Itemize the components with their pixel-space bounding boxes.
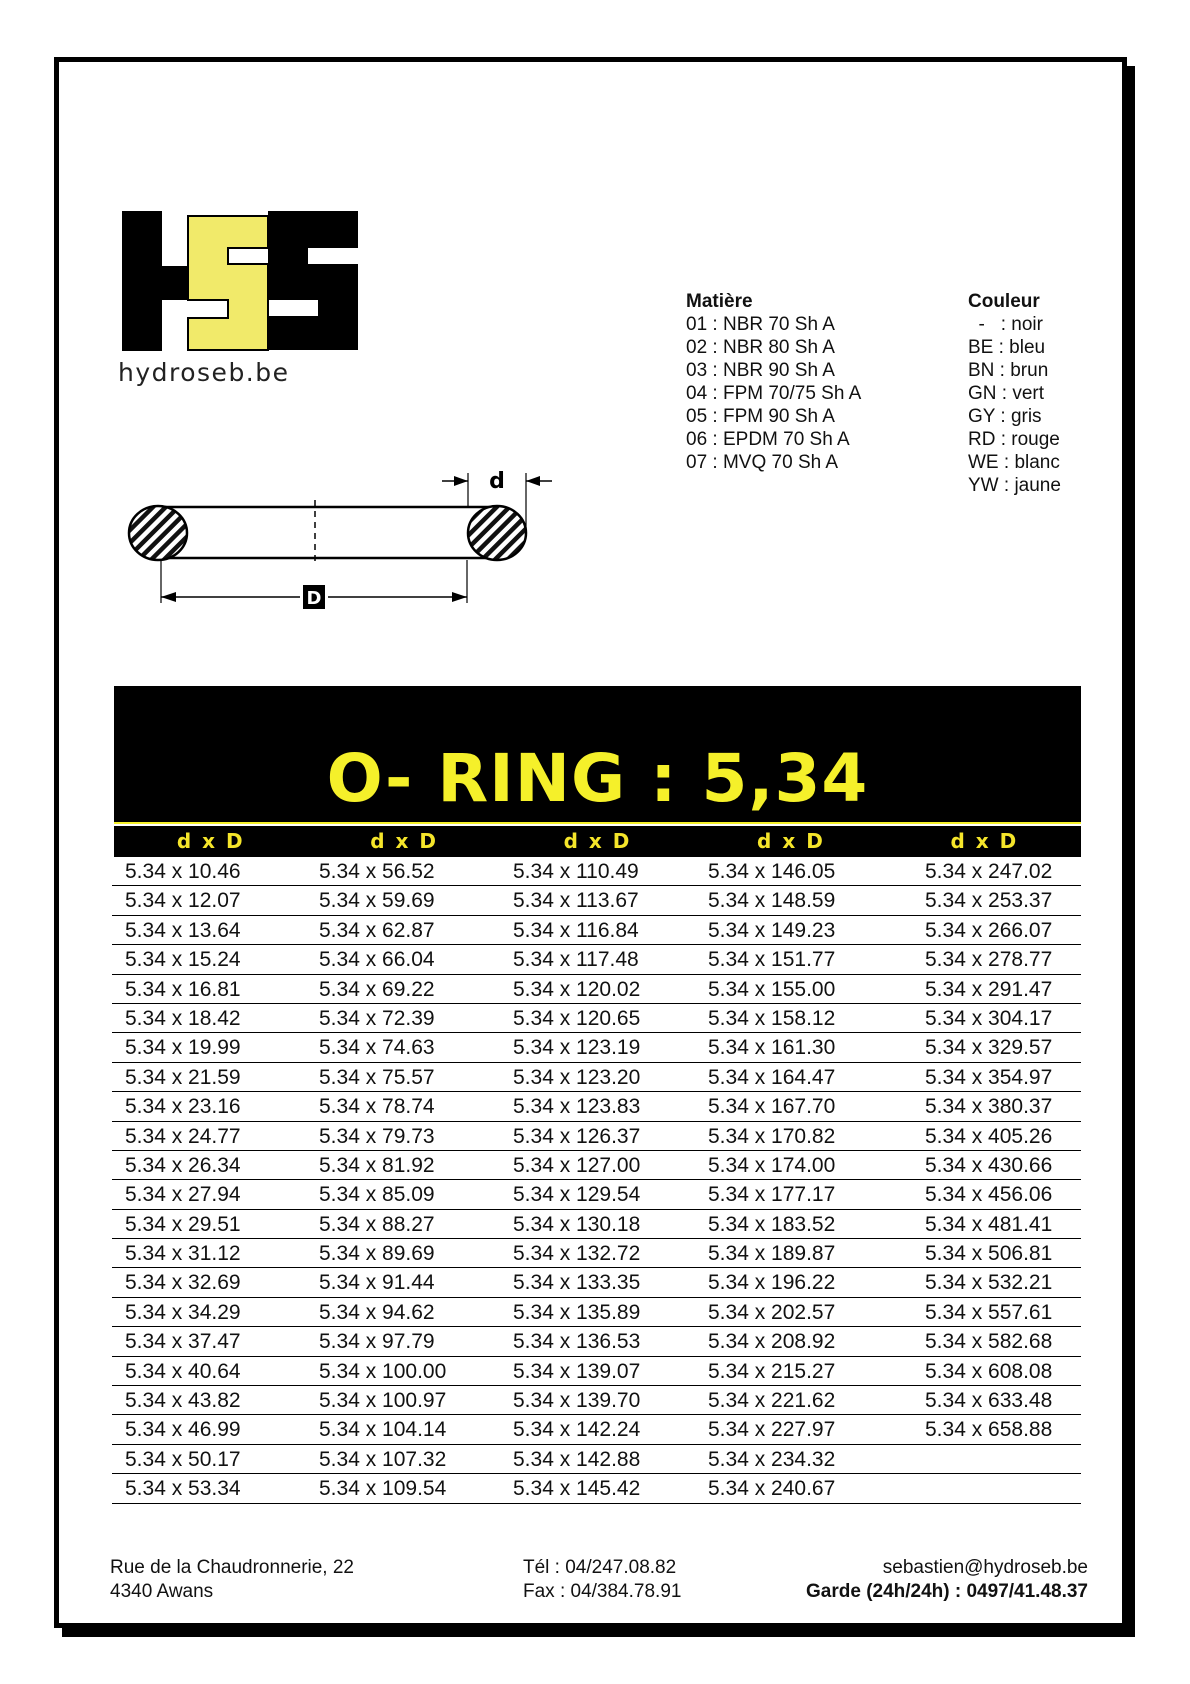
table-cell: 5.34 x 174.00	[708, 1153, 836, 1177]
table-cell: 5.34 x 164.47	[708, 1065, 836, 1089]
table-cell: 5.34 x 23.16	[125, 1095, 241, 1119]
table-cell: 5.34 x 100.00	[319, 1359, 447, 1383]
table-cell: 5.34 x 167.70	[708, 1095, 836, 1119]
table-cell: 5.34 x 94.62	[319, 1300, 435, 1324]
table-cell: 5.34 x 110.49	[513, 860, 639, 883]
matiere-item: 06 : EPDM 70 Sh A	[686, 429, 850, 450]
table-cell: 5.34 x 155.00	[708, 977, 836, 1001]
table-cell: 5.34 x 31.12	[125, 1242, 241, 1266]
table-cell: 5.34 x 189.87	[708, 1242, 836, 1266]
table-cell: 5.34 x 139.07	[513, 1359, 641, 1383]
table-cell: 5.34 x 120.02	[513, 977, 641, 1001]
table-cell: 5.34 x 142.24	[513, 1418, 641, 1442]
table-cell: 5.34 x 120.65	[513, 1006, 641, 1030]
table-cell: 5.34 x 91.44	[319, 1271, 435, 1295]
table-cell: 5.34 x 26.34	[125, 1153, 241, 1177]
matiere-item: 05 : FPM 90 Sh A	[686, 406, 835, 427]
couleur-item: GY : gris	[968, 406, 1042, 427]
table-cell: 5.34 x 21.59	[125, 1065, 241, 1089]
table-cell: 5.34 x 145.42	[513, 1477, 641, 1501]
table-cell: 5.34 x 329.57	[925, 1036, 1053, 1060]
table-cell: 5.34 x 227.97	[708, 1418, 836, 1442]
banner-rule	[114, 822, 1081, 824]
table-cell: 5.34 x 234.32	[708, 1447, 836, 1471]
table-cell: 5.34 x 81.92	[319, 1153, 435, 1177]
table-cell: 5.34 x 177.17	[708, 1183, 836, 1207]
table-row	[112, 1357, 1081, 1386]
table-row	[112, 945, 1081, 974]
matiere-item: 02 : NBR 80 Sh A	[686, 337, 835, 358]
table-row	[112, 1239, 1081, 1268]
table-cell: 5.34 x 79.73	[319, 1124, 435, 1148]
table-cell: 5.34 x 208.92	[708, 1330, 836, 1354]
table-cell: 5.34 x 278.77	[925, 948, 1053, 972]
table-cell: 5.34 x 10.46	[125, 860, 241, 883]
table-cell: 5.34 x 104.14	[319, 1418, 447, 1442]
couleur-item: WE : blanc	[968, 452, 1060, 473]
table-cell	[913, 1474, 1081, 1502]
table-body	[112, 857, 1081, 1504]
table-row	[112, 1474, 1081, 1503]
table-cell: 5.34 x 37.47	[125, 1330, 241, 1354]
table-cell: 5.34 x 66.04	[319, 948, 435, 972]
table-row	[112, 1122, 1081, 1151]
column-header: d x D	[563, 829, 632, 853]
table-cell: 5.34 x 69.22	[319, 977, 435, 1001]
table-cell: 5.34 x 430.66	[925, 1153, 1053, 1177]
table-cell: 5.34 x 53.34	[125, 1477, 241, 1501]
column-header: d x D	[950, 829, 1019, 853]
table-row	[112, 1180, 1081, 1209]
table-row	[112, 1092, 1081, 1121]
table-cell: 5.34 x 85.09	[319, 1183, 435, 1207]
matiere-item: 03 : NBR 90 Sh A	[686, 360, 835, 381]
table-cell: 5.34 x 100.97	[319, 1389, 447, 1413]
table-cell: 5.34 x 109.54	[319, 1477, 447, 1501]
address-line2: 4340 Awans	[110, 1581, 214, 1602]
couleur-item: BE : bleu	[968, 337, 1046, 358]
table-row	[112, 1415, 1081, 1444]
table-cell: 5.34 x 34.29	[125, 1300, 241, 1324]
table-cell: 5.34 x 19.99	[125, 1036, 241, 1060]
table-cell: 5.34 x 89.69	[319, 1242, 435, 1266]
table-cell: 5.34 x 151.77	[708, 948, 836, 972]
table-row	[112, 1298, 1081, 1327]
table-cell: 5.34 x 97.79	[319, 1330, 435, 1354]
table-cell: 5.34 x 18.42	[125, 1006, 241, 1030]
table-cell: 5.34 x 354.97	[925, 1065, 1053, 1089]
matiere-title: Matière	[686, 291, 753, 312]
table-cell: 5.34 x 148.59	[708, 889, 836, 913]
table-cell: 5.34 x 253.37	[925, 889, 1053, 913]
table-cell: 5.34 x 12.07	[125, 889, 241, 913]
banner-title: O- RING : 5,34	[326, 740, 869, 817]
couleur-item: - : noir	[968, 314, 1043, 335]
table-cell: 5.34 x 27.94	[125, 1183, 241, 1207]
table-cell: 5.34 x 149.23	[708, 918, 836, 942]
footer-phone	[523, 1556, 681, 1604]
address-line1: Rue de la Chaudronnerie, 22	[110, 1557, 355, 1578]
table-cell: 5.34 x 481.41	[925, 1212, 1053, 1236]
table-cell: 5.34 x 40.64	[125, 1359, 241, 1383]
table-cell: 5.34 x 557.61	[925, 1300, 1053, 1324]
column-header: d x D	[176, 829, 245, 853]
table-cell: 5.34 x 133.35	[513, 1271, 641, 1295]
table-cell: 5.34 x 74.63	[319, 1036, 435, 1060]
table-cell: 5.34 x 658.88	[925, 1418, 1053, 1442]
table-cell: 5.34 x 16.81	[125, 977, 241, 1001]
table-cell: 5.34 x 136.53	[513, 1330, 641, 1354]
table-row	[112, 1063, 1081, 1092]
diagram-label-D: D	[306, 588, 322, 609]
table-cell: 5.34 x 43.82	[125, 1389, 241, 1413]
table-cell: 5.34 x 170.82	[708, 1124, 836, 1148]
table-cell: 5.34 x 46.99	[125, 1418, 241, 1442]
table-cell: 5.34 x 62.87	[319, 918, 435, 942]
table-cell: 5.34 x 123.20	[513, 1065, 641, 1089]
table-cell: 5.34 x 139.70	[513, 1389, 641, 1413]
table-cell: 5.34 x 582.68	[925, 1330, 1053, 1354]
table-row	[112, 975, 1081, 1004]
table-row	[112, 1033, 1081, 1062]
table-row	[112, 857, 1081, 886]
table-cell: 5.34 x 266.07	[925, 918, 1053, 942]
table-cell: 5.34 x 161.30	[708, 1036, 836, 1060]
diagram-label-d: d	[489, 469, 505, 494]
table-cell: 5.34 x 126.37	[513, 1124, 641, 1148]
couleur-title: Couleur	[968, 291, 1040, 312]
table-cell: 5.34 x 88.27	[319, 1212, 435, 1236]
table-cell: 5.34 x 59.69	[319, 889, 435, 913]
table-cell: 5.34 x 304.17	[925, 1006, 1053, 1030]
table-cell: 5.34 x 291.47	[925, 977, 1053, 1001]
table-cell: 5.34 x 132.72	[513, 1242, 641, 1266]
table-cell: 5.34 x 221.62	[708, 1389, 836, 1413]
column-header: d x D	[757, 829, 825, 853]
footer-address	[110, 1556, 354, 1604]
table-row	[112, 1151, 1081, 1180]
footer-contact	[806, 1556, 1088, 1604]
table-cell: 5.34 x 50.17	[125, 1447, 241, 1471]
table-cell: 5.34 x 240.67	[708, 1477, 836, 1501]
table-cell: 5.34 x 123.83	[513, 1095, 641, 1119]
table-cell: 5.34 x 113.67	[513, 889, 639, 913]
table-cell: 5.34 x 107.32	[319, 1447, 447, 1471]
column-header: d x D	[370, 829, 438, 853]
table-cell: 5.34 x 78.74	[319, 1095, 435, 1119]
table-cell: 5.34 x 135.89	[513, 1300, 641, 1324]
table-header	[114, 826, 1081, 857]
table-row	[112, 1210, 1081, 1239]
table-cell: 5.34 x 405.26	[925, 1124, 1053, 1148]
couleur-item: BN : brun	[968, 360, 1049, 381]
table-cell: 5.34 x 215.27	[708, 1359, 836, 1383]
o-ring-diagram	[100, 455, 560, 625]
table-row	[112, 1327, 1081, 1356]
table-cell: 5.34 x 202.57	[708, 1300, 836, 1324]
legend-couleur	[968, 290, 1061, 497]
garde-phone: Garde (24h/24h) : 0497/41.48.37	[806, 1581, 1088, 1602]
table-cell: 5.34 x 129.54	[513, 1183, 641, 1207]
hydroseb-logo	[118, 208, 363, 383]
table-cell: 5.34 x 142.88	[513, 1447, 641, 1471]
table-row	[112, 916, 1081, 945]
table-cell: 5.34 x 117.48	[513, 948, 639, 972]
table-cell: 5.34 x 32.69	[125, 1271, 241, 1295]
table-cell	[913, 1445, 1081, 1473]
table-cell: 5.34 x 15.24	[125, 948, 241, 972]
table-cell: 5.34 x 127.00	[513, 1153, 641, 1177]
couleur-item: YW : jaune	[968, 475, 1061, 496]
table-cell: 5.34 x 158.12	[708, 1006, 836, 1030]
table-cell: 5.34 x 247.02	[925, 860, 1053, 883]
table-cell: 5.34 x 146.05	[708, 860, 836, 883]
couleur-item: GN : vert	[968, 383, 1045, 404]
table-cell: 5.34 x 380.37	[925, 1095, 1053, 1119]
table-row	[112, 1386, 1081, 1415]
table-cell: 5.34 x 456.06	[925, 1183, 1053, 1207]
tel: Tél : 04/247.08.82	[523, 1557, 677, 1578]
matiere-item: 01 : NBR 70 Sh A	[686, 314, 835, 335]
table-cell: 5.34 x 29.51	[125, 1212, 241, 1236]
table-cell: 5.34 x 75.57	[319, 1065, 435, 1089]
table-cell: 5.34 x 116.84	[513, 918, 639, 942]
table-cell: 5.34 x 532.21	[925, 1271, 1053, 1295]
matiere-item: 04 : FPM 70/75 Sh A	[686, 383, 862, 404]
table-cell: 5.34 x 13.64	[125, 918, 241, 942]
email-link[interactable]: sebastien@hydroseb.be	[882, 1557, 1088, 1578]
couleur-item: RD : rouge	[968, 429, 1060, 450]
table-row	[112, 1004, 1081, 1033]
table-cell: 5.34 x 196.22	[708, 1271, 836, 1295]
table-cell: 5.34 x 123.19	[513, 1036, 641, 1060]
table-cell: 5.34 x 56.52	[319, 860, 435, 883]
matiere-item: 07 : MVQ 70 Sh A	[686, 452, 839, 473]
table-cell: 5.34 x 130.18	[513, 1212, 641, 1236]
legend-matiere	[686, 290, 861, 474]
table-cell: 5.34 x 608.08	[925, 1359, 1053, 1383]
table-row	[112, 886, 1081, 915]
table-cell: 5.34 x 633.48	[925, 1389, 1053, 1413]
fax: Fax : 04/384.78.91	[523, 1581, 682, 1602]
table-cell: 5.34 x 72.39	[319, 1006, 435, 1030]
title-banner	[114, 686, 1081, 824]
table-row	[112, 1445, 1081, 1474]
table-row	[112, 1268, 1081, 1297]
logo-text: hydroseb.be	[118, 358, 290, 387]
table-cell: 5.34 x 506.81	[925, 1242, 1053, 1266]
table-cell: 5.34 x 24.77	[125, 1124, 241, 1148]
table-cell: 5.34 x 183.52	[708, 1212, 836, 1236]
